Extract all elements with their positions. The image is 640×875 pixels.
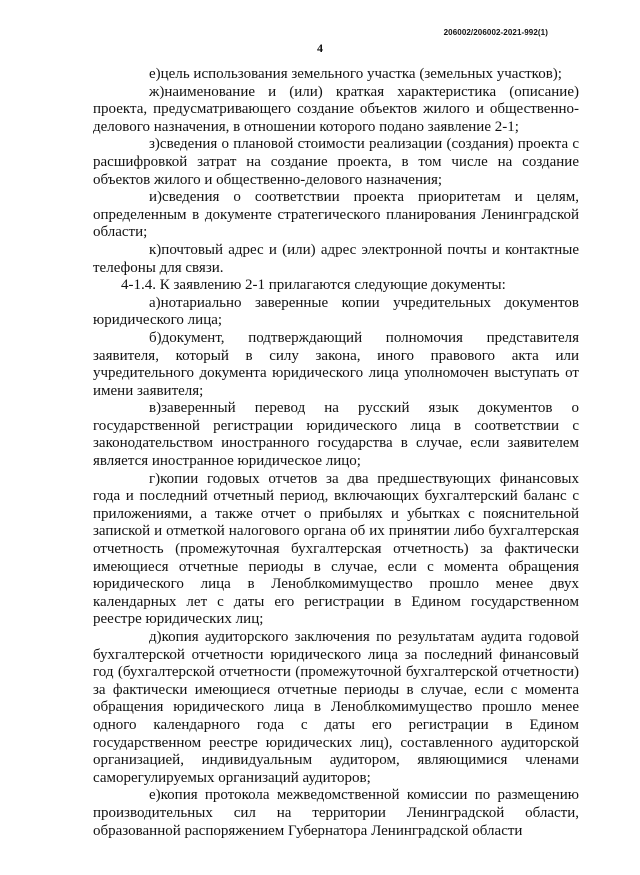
paragraph-item-a [93, 295, 579, 330]
item-marker: е) [149, 787, 161, 804]
document-body [93, 66, 579, 840]
paragraph-item-v [93, 400, 579, 470]
paragraph-text: заверенный перевод на русский язык документов о государственной регистрации юридического лица в соответствии с законодательством иностранного государства в случае, если заявителем является иностранное юридическое лицо; [93, 400, 579, 470]
item-marker: и) [149, 189, 163, 206]
item-marker: а) [149, 294, 161, 311]
paragraph-item-d [93, 629, 579, 787]
paragraph-item-k [93, 242, 579, 277]
item-marker: в) [149, 400, 162, 417]
paragraph-text: нотариально заверенные копии учредительных документов юридического лица; [93, 294, 579, 329]
paragraph-item-i [93, 189, 579, 242]
paragraph-text: 4-1.4. К заявлению 2-1 прилагаются следующие документы: [121, 277, 506, 294]
paragraph-text: почтовый адрес и (или) адрес электронной почты и контактные телефоны для связи. [93, 241, 579, 276]
paragraph-text: сведения о соответствии проекта приоритетам и целям, определенным в документе стратегического планирования Ленинградской области; [93, 189, 579, 241]
paragraph-text: сведения о плановой стоимости реализации (создания) проекта с расшифровкой затрат на создание проекта, в том числе на создание объектов жилого и общественно-делового назначения; [93, 136, 579, 188]
paragraph-item-b [93, 330, 579, 400]
item-marker: д) [149, 629, 162, 645]
paragraph-item-e2 [93, 787, 579, 840]
paragraph-item-z [93, 136, 579, 189]
item-marker: г) [149, 470, 161, 487]
page-number: 4 [317, 41, 323, 55]
item-marker: б) [149, 329, 162, 346]
paragraph-text: копия аудиторского заключения по результатам аудита годовой бухгалтерской отчетности юридического лица за последний финансовый год (бухгалтерской отчетности (промежуточной бухгалтерской отчетности) за фактически имеющиеся отчетные периоды в случае, если с момента обращения юридического лица в Леноблкомимущество прошло менее одного календарного года с даты его регистрации в Едином государственном реестре юридических лиц), составленного аудиторской организацией, индивидуальным аудитором, являющимися членами саморегулируемых организаций аудиторов; [93, 629, 579, 786]
paragraph-section-4-1-4 [93, 277, 579, 295]
paragraph-text: копии годовых отчетов за два предшествующих финансовых года и последний отчетный период, включающих бухгалтерский баланс с приложениями, а также отчет о прибылях и убытках с пояснительной запиской и отметкой налогового органа об их принятии либо бухгалтерская отчетность (промежуточная бухгалтерская отчетность) за фактически имеющиеся отчетные периоды в случае, если с момента обращения юридического лица в Леноблкомимущество прошло менее двух календарных лет с даты его регистрации в Едином государственном реестре юридических лиц; [93, 470, 579, 628]
item-marker: ж) [149, 83, 165, 100]
item-marker: з) [149, 136, 160, 153]
item-marker: к) [149, 241, 162, 258]
paragraph-text: цель использования земельного участка (земельных участков); [160, 66, 562, 82]
paragraph-item-zh [93, 84, 579, 137]
paragraph-item-e [93, 66, 579, 84]
paragraph-text: копия протокола межведомственной комиссии по размещению производительных сил на территории Ленинградской области, образованной распоряжением Губернатора Ленинградской области [93, 787, 579, 839]
paragraph-text: документ, подтверждающий полномочия представителя заявителя, который в силу закона, иного правового акта или учредительного документа юридического лица уполномочен выступать от имени заявителя; [93, 329, 579, 399]
document-id: 206002/206002-2021-992(1) [443, 28, 548, 37]
paragraph-item-g [93, 471, 579, 629]
paragraph-text: наименование и (или) краткая характеристика (описание) проекта, предусматривающего создание объектов жилого и общественно-делового назначения, в отношении которого подано заявление 2-1; [93, 83, 579, 135]
item-marker: е) [149, 66, 161, 82]
